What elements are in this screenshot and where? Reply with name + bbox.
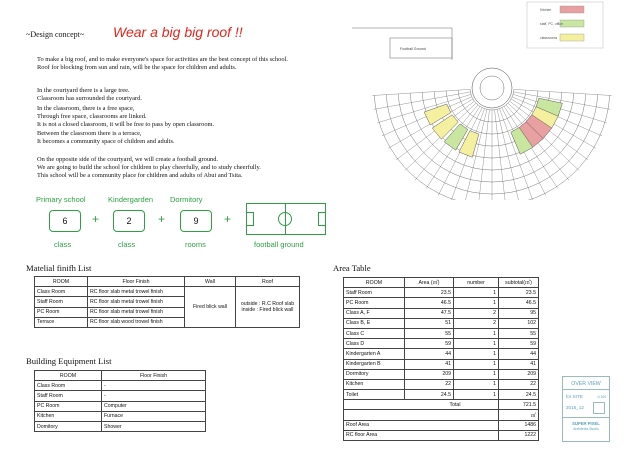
program-title: Kindergarden xyxy=(108,195,154,204)
table-row xyxy=(344,328,539,338)
area-size: 23.5 xyxy=(405,288,454,298)
area-subtotal: 59 xyxy=(499,339,539,349)
roof-grid-arc xyxy=(470,89,514,110)
area-room: Toilet xyxy=(344,390,405,400)
program-count-box xyxy=(113,210,145,232)
legend-swatch xyxy=(560,6,584,13)
football-label: football ground xyxy=(254,240,304,249)
headline: Wear a big big roof !! xyxy=(113,24,243,40)
materials-header: ROOM xyxy=(35,277,88,287)
equipment-item: - xyxy=(102,391,206,401)
plus-sign: + xyxy=(224,212,232,226)
materials-floor: RC floor slab metal trowel finish xyxy=(88,287,185,297)
table-row xyxy=(344,379,539,389)
concept-line: Classroom has surrounded the courtyard. xyxy=(37,95,142,103)
plus-sign: + xyxy=(92,212,100,226)
program-title: Primary school xyxy=(36,195,86,204)
area-subtotal: 55 xyxy=(499,328,539,338)
area-size: 24.5 xyxy=(405,390,454,400)
area-size: 41 xyxy=(405,359,454,369)
area-size: 59 xyxy=(405,339,454,349)
area-header: subtotal(㎡) xyxy=(499,278,539,288)
table-row xyxy=(344,369,539,379)
materials-title: Matelial finifh List xyxy=(26,263,92,273)
overview-title: OVER VIEW xyxy=(571,381,601,387)
overview-brand: SUPER PIXEL xyxy=(572,421,600,426)
area-header: number xyxy=(454,278,499,288)
concept-line: Roof for blocking from sun and rain, will be the space for children and adults. xyxy=(37,64,237,72)
equipment-title: Building Equipment List xyxy=(26,356,112,366)
area-room: Dormitory xyxy=(344,369,405,379)
equipment-item: Furnace xyxy=(102,411,206,421)
table-row xyxy=(344,318,539,328)
area-room: Class C xyxy=(344,328,405,338)
concept-line: Through free space, classrooms are linked. xyxy=(37,113,147,121)
program-count: 6 xyxy=(62,216,68,226)
area-subtotal: 41 xyxy=(499,359,539,369)
site-boundary xyxy=(352,28,452,60)
materials-table xyxy=(34,276,300,328)
area-subtotal: 95 xyxy=(499,308,539,318)
area-room: Kindergarten A xyxy=(344,349,405,359)
area-count: 1 xyxy=(454,288,499,298)
rc-area-label: RC floor Area xyxy=(344,430,499,440)
area-count: 1 xyxy=(454,369,499,379)
area-subtotal: 209 xyxy=(499,369,539,379)
concept-line: It becomes a community space of children and adults. xyxy=(37,137,175,145)
program-count-box xyxy=(180,210,212,232)
table-row xyxy=(35,381,206,391)
table-row xyxy=(35,391,206,401)
materials-floor: RC floor slab wood trowel finish xyxy=(88,317,185,327)
materials-roof xyxy=(236,287,300,328)
area-size: 22 xyxy=(405,379,454,389)
legend-label: staff, PC, office xyxy=(540,22,563,26)
concept-line: We are going to build the school for children to play cheerfully, and to study cheerfully. xyxy=(37,164,261,172)
concept-line: To make a big roof, and to make everyone's space for activities are the best concept of this school. xyxy=(37,56,288,63)
concept-line: On the opposite side of the courtyard, we will create a football ground. xyxy=(37,156,219,163)
area-title: Area Table xyxy=(333,263,371,273)
overview-for: for SITE xyxy=(566,394,583,399)
materials-floor: RC floor slab metal trowel finish xyxy=(88,307,185,317)
area-size: 44 xyxy=(405,349,454,359)
area-total-label: Total xyxy=(344,400,499,410)
area-count: 1 xyxy=(454,390,499,400)
area-unit: ㎡ xyxy=(499,410,539,420)
roof-area-label: Roof Area xyxy=(344,420,499,430)
roof-area-value: 1486 xyxy=(499,420,539,430)
equipment-header: ROOM xyxy=(35,371,102,381)
materials-header: Wall xyxy=(185,277,236,287)
legend-swatch xyxy=(560,20,584,27)
concept-line: It is not a closed classroom, it will be free to pass by open classroom. xyxy=(37,121,215,129)
area-room: Kitchen xyxy=(344,379,405,389)
area-total-value: 721.5 xyxy=(499,400,539,410)
equipment-item: Computer xyxy=(102,401,206,411)
area-room: Class D xyxy=(344,339,405,349)
plus-sign: + xyxy=(158,212,166,226)
area-size: 55 xyxy=(405,328,454,338)
area-count: 1 xyxy=(454,359,499,369)
equipment-room: Domitory xyxy=(35,421,102,431)
area-count: 1 xyxy=(454,379,499,389)
area-table xyxy=(343,277,539,441)
materials-roof-line: outside : R.C Roof slab xyxy=(240,301,295,308)
materials-header: Roof xyxy=(236,277,300,287)
overview-date: 2015_12 xyxy=(566,405,584,410)
legend-label: Kitchen xyxy=(540,8,552,12)
area-room: Staff Room xyxy=(344,288,405,298)
area-count: 1 xyxy=(454,349,499,359)
materials-room: Staff Room xyxy=(35,297,88,307)
rc-area-value: 1222 xyxy=(499,430,539,440)
table-row xyxy=(35,401,206,411)
equipment-item: Shower xyxy=(102,421,206,431)
materials-room: Terrace xyxy=(35,317,88,327)
tree-icon xyxy=(472,68,512,108)
table-row xyxy=(344,390,539,400)
materials-floor: RC floor slab metal trowel finish xyxy=(88,297,185,307)
equipment-room: Staff Room xyxy=(35,391,102,401)
concept-line: In the courtyard there is a large tree. xyxy=(37,87,130,94)
program-unit: rooms xyxy=(185,240,206,249)
area-size: 209 xyxy=(405,369,454,379)
area-subtotal: 102 xyxy=(499,318,539,328)
table-row xyxy=(35,421,206,431)
area-room: Class B, E xyxy=(344,318,405,328)
area-room: PC Room xyxy=(344,298,405,308)
table-row xyxy=(344,298,539,308)
concept-line: This school will be a community place for children and adults of Abui and Tsita. xyxy=(37,172,243,180)
area-room: Class A, F xyxy=(344,308,405,318)
football-field-icon xyxy=(246,203,326,235)
table-row xyxy=(344,359,539,369)
table-row xyxy=(344,308,539,318)
program-unit: class xyxy=(54,240,72,249)
program-unit: class xyxy=(118,240,136,249)
legend-label: classrooms xyxy=(540,36,558,40)
equipment-item: - xyxy=(102,381,206,391)
site-plan xyxy=(322,0,640,200)
equipment-room: PC Room xyxy=(35,401,102,411)
equipment-header: Floor Finish xyxy=(102,371,206,381)
area-count: 2 xyxy=(454,318,499,328)
table-row xyxy=(35,411,206,421)
equipment-room: Kitchen xyxy=(35,411,102,421)
table-row xyxy=(344,339,539,349)
football-ground-label: Football Ground xyxy=(400,47,426,51)
materials-room: Class Room xyxy=(35,287,88,297)
materials-wall: Fired blick wall xyxy=(185,287,236,328)
area-count: 1 xyxy=(454,298,499,308)
overview-stamp xyxy=(562,376,610,442)
area-size: 51 xyxy=(405,318,454,328)
materials-header: Floor Finish xyxy=(88,277,185,287)
program-title: Dormitory xyxy=(170,195,203,204)
concept-tag: ~Design concept~ xyxy=(26,30,85,39)
table-row xyxy=(344,288,539,298)
area-size: 47.5 xyxy=(405,308,454,318)
materials-room: PC Room xyxy=(35,307,88,317)
materials-roof-line: inside : Fired blick wall xyxy=(241,307,294,314)
program-count: 9 xyxy=(193,216,199,226)
equipment-table xyxy=(34,370,206,432)
table-row xyxy=(344,349,539,359)
logo-icon xyxy=(593,402,605,414)
area-subtotal: 44 xyxy=(499,349,539,359)
overview-scale: 1/ 300 xyxy=(597,395,606,399)
area-count: 1 xyxy=(454,339,499,349)
concept-line: In the classroom, there is a free space, xyxy=(37,105,135,112)
area-size: 46.5 xyxy=(405,298,454,308)
overview-studio: Architects Studio xyxy=(573,427,599,431)
area-count: 1 xyxy=(454,328,499,338)
concept-line: Between the classroom there is a terrace, xyxy=(37,129,142,137)
area-subtotal: 22 xyxy=(499,379,539,389)
area-subtotal: 23.5 xyxy=(499,288,539,298)
program-count: 2 xyxy=(126,216,132,226)
equipment-room: Class Room xyxy=(35,381,102,391)
tree-canopy xyxy=(480,76,504,100)
roof-grid-ray xyxy=(377,94,471,122)
area-room: Kindergarten B xyxy=(344,359,405,369)
area-count: 2 xyxy=(454,308,499,318)
program-count-box xyxy=(49,210,81,232)
area-header: ROOM xyxy=(344,278,405,288)
area-subtotal: 46.5 xyxy=(499,298,539,308)
legend-swatch xyxy=(560,34,584,41)
area-header: Area (㎡) xyxy=(405,278,454,288)
area-subtotal: 24.5 xyxy=(499,390,539,400)
